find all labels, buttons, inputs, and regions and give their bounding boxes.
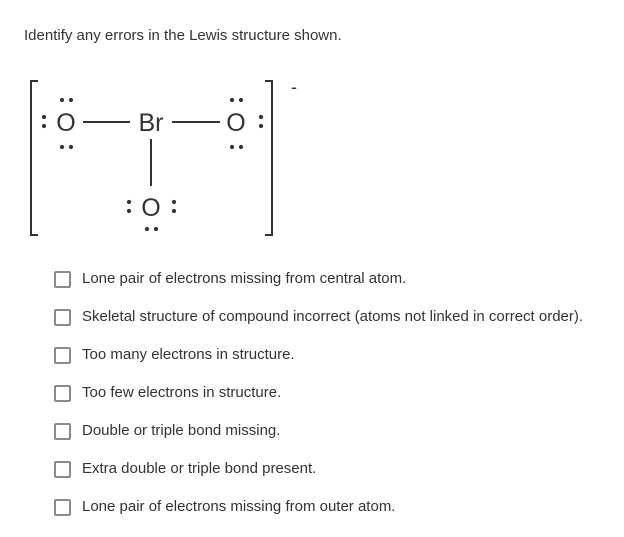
checkbox[interactable] <box>54 423 71 440</box>
checkbox[interactable] <box>54 461 71 478</box>
option-label: Too few electrons in structure. <box>82 384 282 401</box>
option-label: Lone pair of electrons missing from central atom. <box>82 270 407 287</box>
option-skeletal-structure-incorrect[interactable] <box>54 306 583 328</box>
checkbox[interactable] <box>54 499 71 516</box>
option-label: Extra double or triple bond present. <box>82 460 317 477</box>
lewis-structure-diagram <box>26 76 306 242</box>
right-oxygen-atom: O <box>226 109 246 137</box>
option-lone-pair-missing-outer[interactable] <box>54 496 583 518</box>
option-label: Skeletal structure of compound incorrect (atoms not linked in correct order). <box>82 308 584 325</box>
option-label: Double or triple bond missing. <box>82 422 281 439</box>
right-bracket <box>265 81 272 235</box>
answer-options-list <box>54 268 583 534</box>
option-too-few-electrons[interactable] <box>54 382 583 404</box>
option-label: Lone pair of electrons missing from outer atom. <box>82 498 396 515</box>
checkbox[interactable] <box>54 385 71 402</box>
checkbox[interactable] <box>54 347 71 364</box>
left-oxygen-atom: O <box>56 109 76 137</box>
question-text: Identify any errors in the Lewis structure shown. <box>24 27 342 44</box>
option-extra-bond[interactable] <box>54 458 583 480</box>
option-lone-pair-missing-central[interactable] <box>54 268 583 290</box>
charge-sign: - <box>291 77 297 97</box>
checkbox[interactable] <box>54 309 71 326</box>
option-bond-missing[interactable] <box>54 420 583 442</box>
bottom-oxygen-atom: O <box>141 194 161 222</box>
central-bromine-atom: Br <box>138 109 164 137</box>
option-label: Too many electrons in structure. <box>82 346 295 363</box>
option-too-many-electrons[interactable] <box>54 344 583 366</box>
checkbox[interactable] <box>54 271 71 288</box>
left-bracket <box>31 81 38 235</box>
